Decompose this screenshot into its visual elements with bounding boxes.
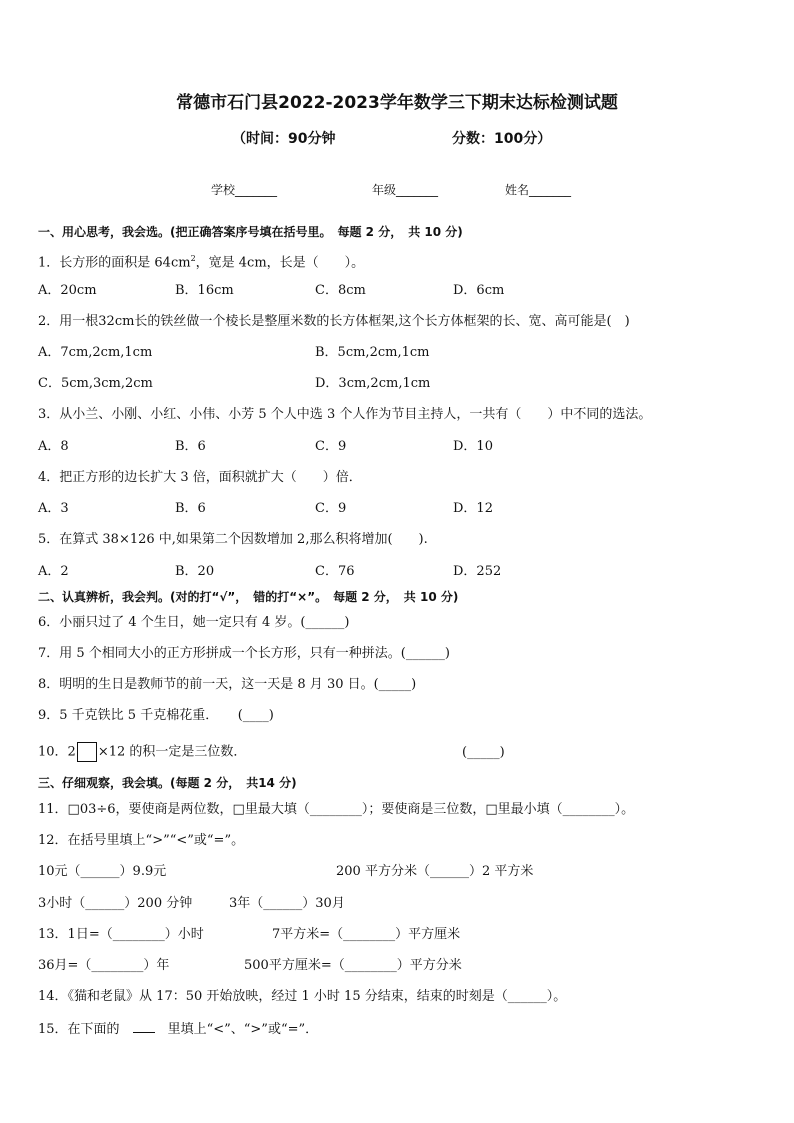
exam-score: 分数：100分） [452,131,552,147]
q1-option-c: C．8cm [315,283,366,298]
q12-item-d: 3年（______）30月 [229,896,345,911]
q4-option-b: B．6 [175,501,206,516]
question-2: 2．用一根32cm长的铁丝做一个棱长是整厘米数的长方体框架,这个长方体框架的长、宽、高可能是( ) [38,314,630,329]
question-10: 10．2 ×12 的积一定是三位数． [38,742,246,762]
question-1: 1．长方形的面积是 $64cm^2$，宽是 4cm，长是（ ）。 [38,254,365,271]
q2-option-c: C．5cm,3cm,2cm [38,376,153,391]
q2-option-a: A．7cm,2cm,1cm [38,345,153,360]
exam-time: （时间：90分钟 [232,131,336,147]
section-3-heading: 三、仔细观察，我会填。(每题 2 分， 共14 分) [38,776,297,790]
q4-option-c: C．9 [315,501,347,516]
q5-option-a: A．2 [38,564,69,579]
question-7: 7．用 5 个相同大小的正方形拼成一个长方形，只有一种拼法。(______) [38,646,450,661]
q5-option-c: C．76 [315,564,355,579]
q10-answer-blank: (_____) [462,745,505,760]
q3-option-d: D．10 [453,439,493,454]
q13-item-d: 500平方厘米=（________）平方分米 [244,958,462,973]
q13-item-a: 13．1日=（________）小时 [38,927,204,942]
school-field: 学校_______ [211,183,278,197]
grade-field: 年级_______ [372,183,439,197]
section-1-heading: 一、用心思考，我会选。(把正确答案序号填在括号里。 每题 2 分， 共 10 分) [38,225,463,239]
q5-option-d: D．252 [453,564,502,579]
q4-option-d: D．12 [453,501,493,516]
q12-item-a: 10元（______）9.9元 [38,864,167,879]
q1-option-b: B．16cm [175,283,234,298]
q1-option-a: A．20cm [38,283,97,298]
answer-box [77,742,97,762]
question-3: 3．从小兰、小刚、小红、小伟、小芳 5 个人中选 3 个人作为节目主持人，一共有（ ）中不同的选法。 [38,407,652,422]
q2-option-d: D．3cm,2cm,1cm [315,376,431,391]
q1-option-d: D．6cm [453,283,505,298]
q2-option-b: B．5cm,2cm,1cm [315,345,430,360]
answer-blank [133,1020,155,1033]
question-4: 4．把正方形的边长扩大 3 倍，面积就扩大（ ）倍． [38,470,362,485]
question-5: 5．在算式 38×126 中,如果第二个因数增加 2,那么积将增加( ). [38,532,428,547]
q3-option-b: B．6 [175,439,206,454]
q12-item-c: 3小时（______）200 分钟 [38,896,193,911]
q4-option-a: A．3 [38,501,69,516]
page-title: 常德市石门县2022-2023学年数学三下期末达标检测试题 [176,93,618,113]
q12-item-b: 200 平方分米（______）2 平方米 [336,864,534,879]
q13-item-c: 36月=（________）年 [38,958,170,973]
question-9: 9．5 千克铁比 5 千克棉花重． (____) [38,708,274,723]
q3-option-c: C．9 [315,439,347,454]
q13-item-b: 7平方米=（________）平方厘米 [272,927,461,942]
question-8: 8．明明的生日是教师节的前一天，这一天是 8 月 30 日。(_____) [38,677,417,692]
q5-option-b: B．20 [175,564,215,579]
name-field: 姓名_______ [505,183,572,197]
question-15: 15．在下面的 里填上“<”、“>”或“=”． [38,1022,319,1037]
question-12: 12．在括号里填上“>”“<”或“=”。 [38,833,245,848]
section-2-heading: 二、认真辨析，我会判。(对的打“√”， 错的打“×”。 每题 2 分， 共 10 分) [38,590,459,604]
question-11: 11．□03÷6，要使商是两位数，□里最大填（________）；要使商是三位数，□里最小填（________）。 [38,802,635,817]
question-6: 6．小丽只过了 4 个生日，她一定只有 4 岁。(______) [38,615,350,630]
question-14: 14．《猫和老鼠》从 17：50 开始放映，经过 1 小时 15 分结束，结束的时刻是（______）。 [38,989,567,1004]
q3-option-a: A．8 [38,439,69,454]
